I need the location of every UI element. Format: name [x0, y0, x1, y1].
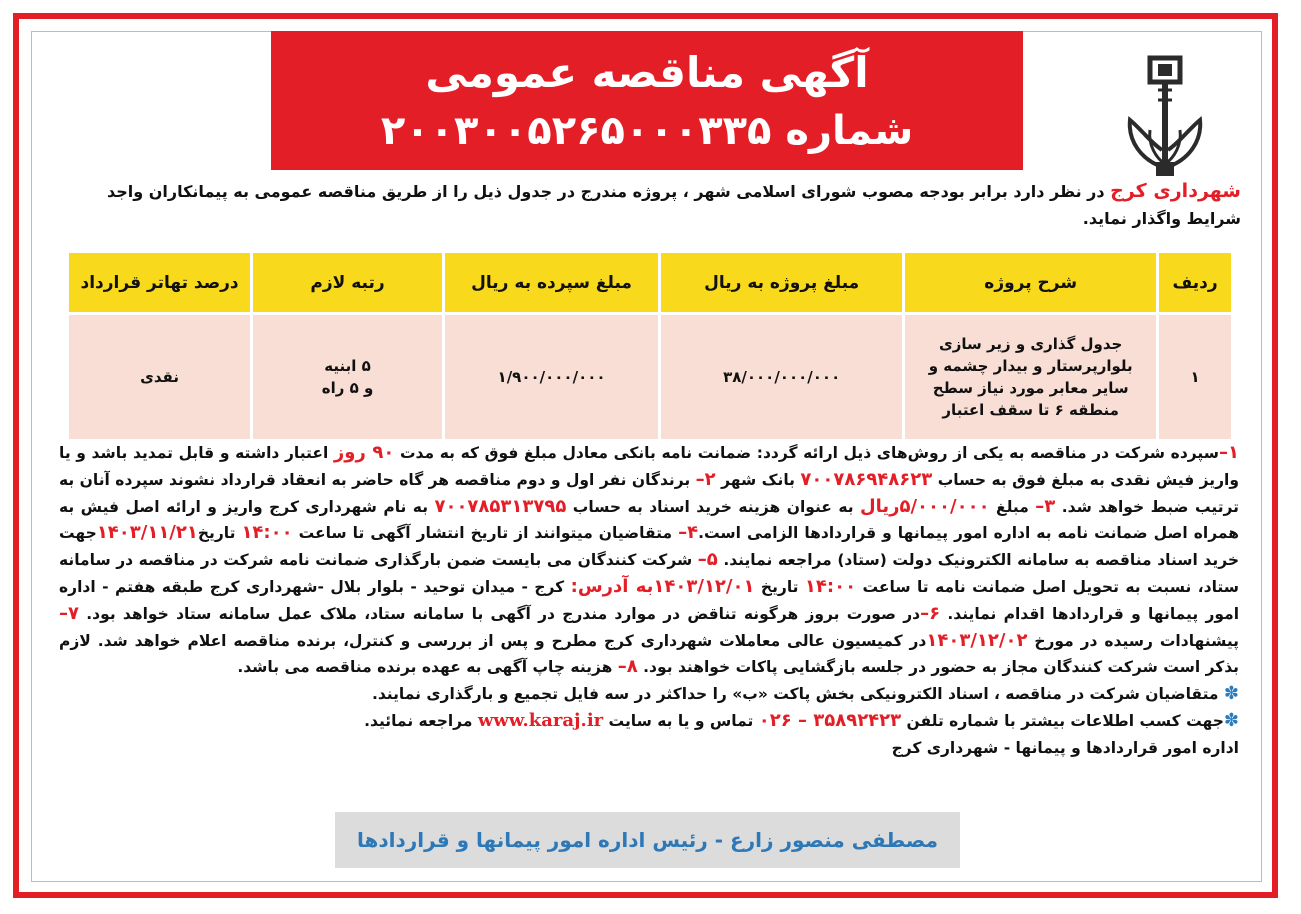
table-row	[68, 314, 1233, 441]
item-number-6: ۶–	[920, 602, 941, 624]
address-label: به آدرس:	[570, 575, 654, 597]
item-7-text: پیشنهادات رسیده در مورخ	[1027, 631, 1239, 650]
item-5-text-c: کرج - میدان توحید - بلوار بلال -شهرداری کرج طبقه هفتم - اداره امور پیمانها و قراردادها اقدام نمایند.	[59, 577, 1240, 623]
item-1-text-b: اعتبار داشته و قابل تمدید باشد و یا واریز فیش نقدی به مبلغ فوق به حساب	[59, 444, 1239, 489]
row-project-amount: ۳۸/۰۰۰/۰۰۰/۰۰۰	[660, 314, 904, 441]
row-description: جدول گذاری و زیر سازی بلوارپرستار و بیدار چشمه و سایر معابر مورد نیاز سطح منطقه ۶ تا سقف اعتبار	[904, 314, 1158, 441]
account-number-1: ۷۰۰۷۸۶۹۴۸۶۲۳	[800, 468, 933, 490]
item-number-8: ۸–	[617, 656, 638, 678]
note-contact-text: جهت کسب اطلاعات بیشتر با شماره تلفن	[901, 711, 1224, 730]
notice-number: شماره ۲۰۰۳۰۰۵۲۶۵۰۰۰۳۳۵	[380, 108, 914, 154]
item-8-text: هزینه چاپ آگهی به عهده برنده مناقصه می باشد.	[237, 658, 618, 677]
karaj-municipality-logo-icon	[1120, 50, 1210, 180]
note-contact-text-c: مراجعه نمائید.	[364, 711, 478, 730]
item-3-text-c: به نام شهرداری کرج واریز و ارائه اصل فیش به همراه اصل ضمانت نامه به اداره امور پیمانها و قراردادها الزامی است.	[59, 497, 1239, 543]
intro-paragraph	[61, 178, 1241, 232]
col-description-header: شرح پروژه	[904, 252, 1158, 314]
col-barter-header: درصد تهاتر قرارداد	[68, 252, 252, 314]
deadline-time-1: ۱۴:۰۰	[241, 522, 293, 544]
item-number-1: ۱–	[1219, 442, 1239, 463]
deadline-date-2: ۱۴۰۳/۱۲/۰۱	[653, 575, 755, 597]
item-number-2: ۲–	[695, 468, 716, 490]
notice-title: آگهی مناقصه عمومی	[425, 48, 869, 97]
intro-text: در نظر دارد برابر بودجه مصوب شورای اسلامی شهر ، پروژه مندرج در جدول ذیل را از طریق مناقصه عمومی به پیمانکاران واجد شرایط واگذار نماید.	[106, 182, 1241, 228]
item-number-3: ۳–	[1035, 495, 1056, 517]
row-grade	[252, 314, 444, 441]
item-4-text: متقاضیان میتوانند از تاریخ انتشار آگهی تا ساعت	[292, 524, 679, 543]
phone-number: ۳۵۸۹۲۴۲۳ – ۰۲۶	[758, 709, 902, 731]
item-6-text: در صورت بروز هرگونه تناقض در موارد مندرج در آگهی با سامانه ستاد، ملاک عمل سامانه ستاد خواهد بود.	[79, 604, 921, 623]
issuer-line: اداره امور قراردادها و پیمانها - شهرداری کرج	[891, 738, 1239, 757]
account-number-2: ۷۰۰۷۸۵۳۱۳۷۹۵	[434, 495, 567, 517]
note-contact-text-b: تماس و یا به سایت	[603, 711, 759, 730]
tender-table	[66, 250, 1234, 442]
conditions-text	[59, 440, 1239, 762]
signatory-name: مصطفی منصور زارع - رئیس اداره امور پیمانها و قراردادها	[357, 828, 938, 852]
row-grade-line2: و ۵ راه	[321, 379, 374, 397]
col-grade-header: رتبه لازم	[252, 252, 444, 314]
table-header-row	[68, 252, 1233, 314]
asterisk-icon: ✽	[1223, 683, 1239, 705]
item-number-5: ۵–	[697, 549, 718, 571]
col-project-amount-header: مبلغ پروژه به ریال	[660, 252, 904, 314]
row-deposit-amount: ۱/۹۰۰/۰۰۰/۰۰۰	[443, 314, 659, 441]
row-barter: نقدی	[68, 314, 252, 441]
validity-days: ۹۰ روز	[333, 442, 395, 463]
asterisk-icon: ✽	[1223, 709, 1239, 731]
item-4-text-c: جهت خرید اسناد مناقصه به سامانه الکترونیک دولت (ستاد) مراجعه نمایند.	[59, 524, 1240, 570]
item-number-7: ۷–	[59, 602, 79, 624]
item-number-4: ۴–	[678, 522, 699, 544]
col-index-header: ردیف	[1158, 252, 1233, 314]
row-grade-line1: ۵ ابنیه	[324, 357, 371, 375]
city-name: شهرداری کرج	[1110, 180, 1241, 202]
item-2-text: برندگان نفر اول و دوم مناقصه هر گاه حاضر به انعقاد قرارداد نشوند سپرده آنان به ترتیب ضبط خواهد شد.	[59, 470, 1239, 516]
item-5-text-b: تاریخ	[754, 577, 805, 596]
deadline-date-1: ۱۴۰۳/۱۱/۲۱	[96, 522, 198, 544]
notice-header	[271, 31, 1023, 170]
document-fee: ۵/۰۰۰/۰۰۰ریال	[860, 495, 990, 517]
item-7-text-b: در کمیسیون عالی معاملات شهرداری کرج مطرح و پس از بررسی و کنترل، برنده مناقصه اعلام خواهد شد. لازم بذکر است شرکت کنندگان مجاز به حضور در جلسه بازگشایی پاکات خواهند بود.	[59, 631, 1239, 677]
deadline-time-2: ۱۴:۰۰	[804, 575, 857, 597]
item-4-text-b: تاریخ	[197, 524, 242, 543]
item-1-text-c: بانک شهر	[715, 470, 801, 489]
opening-date: ۱۴۰۳/۱۲/۰۲	[926, 629, 1028, 651]
item-5-text: شرکت کنندگان می بایست ضمن بارگذاری ضمانت نامه شرکت در مناقصه در سامانه ستاد، نسبت به تحویل اصل ضمانت نامه تا ساعت	[59, 551, 1240, 596]
note-envelope-b: متقاضیان شرکت در مناقصه ، اسناد الکترونیکی بخش پاکت «ب» را حداکثر در سه فایل تجمیع و بارگذاری نمایند.	[371, 685, 1224, 704]
col-deposit-amount-header: مبلغ سپرده به ریال	[443, 252, 659, 314]
item-1-text: سپرده شرکت در مناقصه به یکی از روش‌های ذیل ارائه گردد: ضمانت نامه بانکی معادل مبلغ فوق که به مدت	[394, 444, 1219, 462]
row-index: ۱	[1158, 314, 1233, 441]
website-link[interactable]: www.karaj.ir	[477, 709, 604, 731]
item-3-text: مبلغ	[989, 497, 1036, 516]
item-3-text-b: به عنوان هزینه خرید اسناد به حساب	[566, 497, 860, 516]
signature-box	[335, 812, 960, 868]
